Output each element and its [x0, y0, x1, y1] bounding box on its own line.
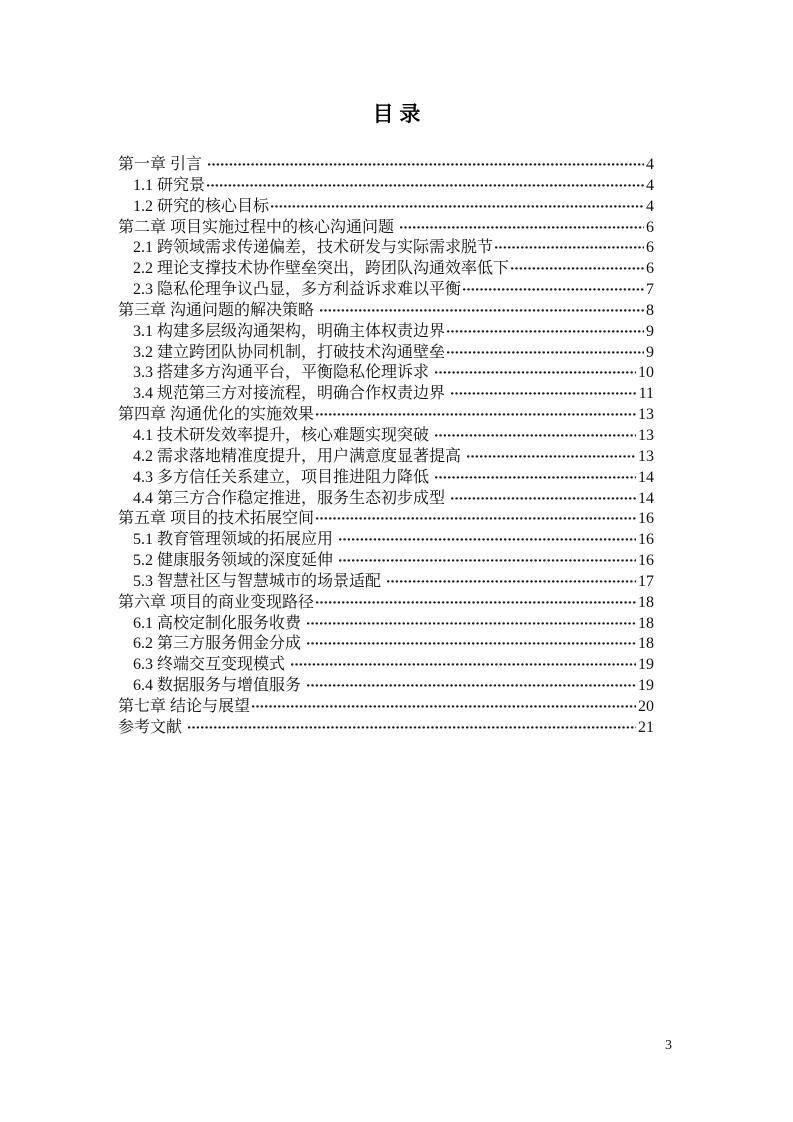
toc-leader-dots: [251, 697, 636, 718]
toc-entry[interactable]: [118, 238, 654, 259]
toc-entry-label: 5.1 教育管理领域的拓展应用: [133, 531, 338, 549]
toc-leader-dots: [434, 363, 636, 384]
toc-entry-label: 第一章 引言: [118, 156, 207, 173]
toc-page-number: 9: [646, 322, 654, 340]
toc-entry-label: 第二章 项目实施过程中的核心沟通问题: [118, 218, 399, 236]
toc-list: [118, 155, 654, 739]
toc-entry[interactable]: [118, 405, 654, 426]
toc-page-number: 19: [638, 656, 654, 674]
toc-page-number: 19: [638, 677, 654, 695]
toc-page-number: 14: [638, 489, 654, 507]
toc-entry[interactable]: [118, 384, 654, 405]
toc-entry[interactable]: [118, 468, 654, 489]
toc-entry-label: 4.4 第三方合作稳定推进，服务生态初步成型: [133, 489, 450, 507]
toc-entry-label: 3.3 搭建多方沟通平台，平衡隐私伦理诉求: [133, 364, 434, 382]
toc-leader-dots: [290, 655, 636, 676]
toc-entry[interactable]: [118, 572, 654, 593]
toc-leader-dots: [306, 614, 636, 635]
toc-page-number: 4: [646, 197, 654, 215]
toc-entry-label: 5.3 智慧社区与智慧城市的场景适配: [133, 572, 386, 590]
toc-leader-dots: [434, 468, 636, 489]
toc-leader-dots: [494, 238, 644, 259]
toc-entry-label: 1.1 研究景: [133, 176, 206, 194]
toc-entry[interactable]: [118, 614, 654, 635]
toc-page-number: 13: [638, 447, 654, 465]
toc-page-number: 9: [646, 343, 654, 361]
toc-entry-label: 6.3 终端交互变现模式: [133, 656, 290, 674]
toc-entry-label: 第三章 沟通问题的解决策略: [118, 301, 319, 319]
toc-leader-dots: [450, 489, 636, 510]
toc-leader-dots: [207, 155, 644, 176]
footer-page-number: 3: [665, 1038, 672, 1053]
toc-entry[interactable]: [118, 593, 654, 614]
toc-entry[interactable]: [118, 655, 654, 676]
toc-leader-dots: [446, 343, 644, 364]
toc-leader-dots: [466, 447, 636, 468]
toc-page-number: 11: [638, 385, 654, 403]
toc-entry[interactable]: [118, 718, 654, 739]
toc-entry[interactable]: [118, 343, 654, 364]
toc-leader-dots: [434, 426, 636, 447]
toc-entry[interactable]: [118, 426, 654, 447]
toc-leader-dots: [206, 176, 644, 197]
toc-leader-dots: [386, 572, 636, 593]
toc-entry-label: 第四章 沟通优化的实施效果: [118, 406, 315, 424]
toc-leader-dots: [510, 259, 644, 280]
toc-entry[interactable]: [118, 197, 654, 218]
toc-leader-dots: [338, 551, 636, 572]
toc-page-number: 13: [638, 406, 654, 424]
page-title: 目 录: [372, 103, 421, 126]
toc-entry-label: 3.4 规范第三方对接流程，明确合作权责边界: [133, 385, 450, 403]
toc-leader-dots: [306, 634, 636, 655]
toc-entry[interactable]: [118, 301, 654, 322]
toc-page-number: 6: [646, 260, 654, 278]
toc-entry[interactable]: [118, 634, 654, 655]
toc-page-number: 6: [646, 218, 654, 236]
toc-page-number: 6: [646, 239, 654, 257]
toc-page-number: 4: [646, 156, 654, 173]
toc-entry[interactable]: [118, 322, 654, 343]
toc-leader-dots: [187, 718, 636, 739]
toc-entry-label: 第七章 结论与展望: [118, 697, 251, 715]
toc-entry-label: 第五章 项目的技术拓展空间: [118, 510, 315, 528]
toc-leader-dots: [399, 218, 644, 239]
toc-entry[interactable]: [118, 218, 654, 239]
toc-page-number: 21: [638, 718, 654, 736]
toc-entry[interactable]: [118, 551, 654, 572]
toc-entry[interactable]: [118, 489, 654, 510]
toc-entry-label: 参考文献: [118, 718, 187, 736]
toc-entry-label: 1.2 研究的核心目标: [133, 197, 270, 215]
toc-entry-label: 6.1 高校定制化服务收费: [133, 614, 306, 632]
toc-leader-dots: [319, 301, 644, 322]
toc-leader-dots: [315, 593, 636, 614]
toc-leader-dots: [315, 405, 636, 426]
toc-entry-label: 第六章 项目的商业变现路径: [118, 593, 315, 611]
toc-entry[interactable]: [118, 509, 654, 530]
toc-entry[interactable]: [118, 447, 654, 468]
toc-entry-label: 4.2 需求落地精准度提升，用户满意度显著提高: [133, 447, 466, 465]
toc-entry-label: 2.2 理论支撑技术协作壁垒突出，跨团队沟通效率低下: [133, 260, 510, 278]
toc-entry[interactable]: [118, 259, 654, 280]
toc-page-number: 13: [638, 426, 654, 444]
toc-page-number: 16: [638, 510, 654, 528]
toc-entry[interactable]: [118, 280, 654, 301]
toc-page-number: 7: [646, 281, 654, 299]
toc-page-number: 17: [638, 572, 654, 590]
toc-page-number: 16: [638, 552, 654, 570]
toc-entry-label: 5.2 健康服务领域的深度延伸: [133, 552, 338, 570]
toc-entry-label: 4.3 多方信任关系建立，项目推进阻力降低: [133, 468, 434, 486]
toc-entry[interactable]: [118, 676, 654, 697]
toc-leader-dots: [270, 197, 644, 218]
toc-entry[interactable]: [118, 530, 654, 551]
toc-page-number: 8: [646, 301, 654, 319]
toc-entry-label: 6.2 第三方服务佣金分成: [133, 635, 306, 653]
toc-entry[interactable]: [118, 363, 654, 384]
toc-leader-dots: [306, 676, 636, 697]
toc-leader-dots: [446, 322, 644, 343]
toc-entry-label: 2.3 隐私伦理争议凸显，多方利益诉求难以平衡: [133, 281, 462, 299]
toc-leader-dots: [450, 384, 637, 405]
toc-leader-dots: [338, 530, 636, 551]
toc-entry-label: 4.1 技术研发效率提升，核心难题实现突破: [133, 426, 434, 444]
toc-entry-label: 3.2 建立跨团队协同机制，打破技术沟通壁垒: [133, 343, 446, 361]
toc-page-number: 14: [638, 468, 654, 486]
toc-entry[interactable]: [118, 176, 654, 197]
toc-entry-label: 3.1 构建多层级沟通架构，明确主体权责边界: [133, 322, 446, 340]
toc-entry-label: 6.4 数据服务与增值服务: [133, 677, 306, 695]
toc-page-number: 18: [638, 635, 654, 653]
toc-leader-dots: [315, 509, 636, 530]
toc-page-number: 10: [638, 364, 654, 382]
toc-page-number: 16: [638, 531, 654, 549]
toc-entry-label: 2.1 跨领域需求传递偏差，技术研发与实际需求脱节: [133, 239, 494, 257]
toc-page-number: 18: [638, 593, 654, 611]
toc-page-number: 20: [638, 697, 654, 715]
toc-page-number: 4: [646, 176, 654, 194]
toc-page-number: 18: [638, 614, 654, 632]
toc-entry[interactable]: [118, 155, 654, 176]
toc-leader-dots: [462, 280, 644, 301]
toc-entry[interactable]: [118, 697, 654, 718]
